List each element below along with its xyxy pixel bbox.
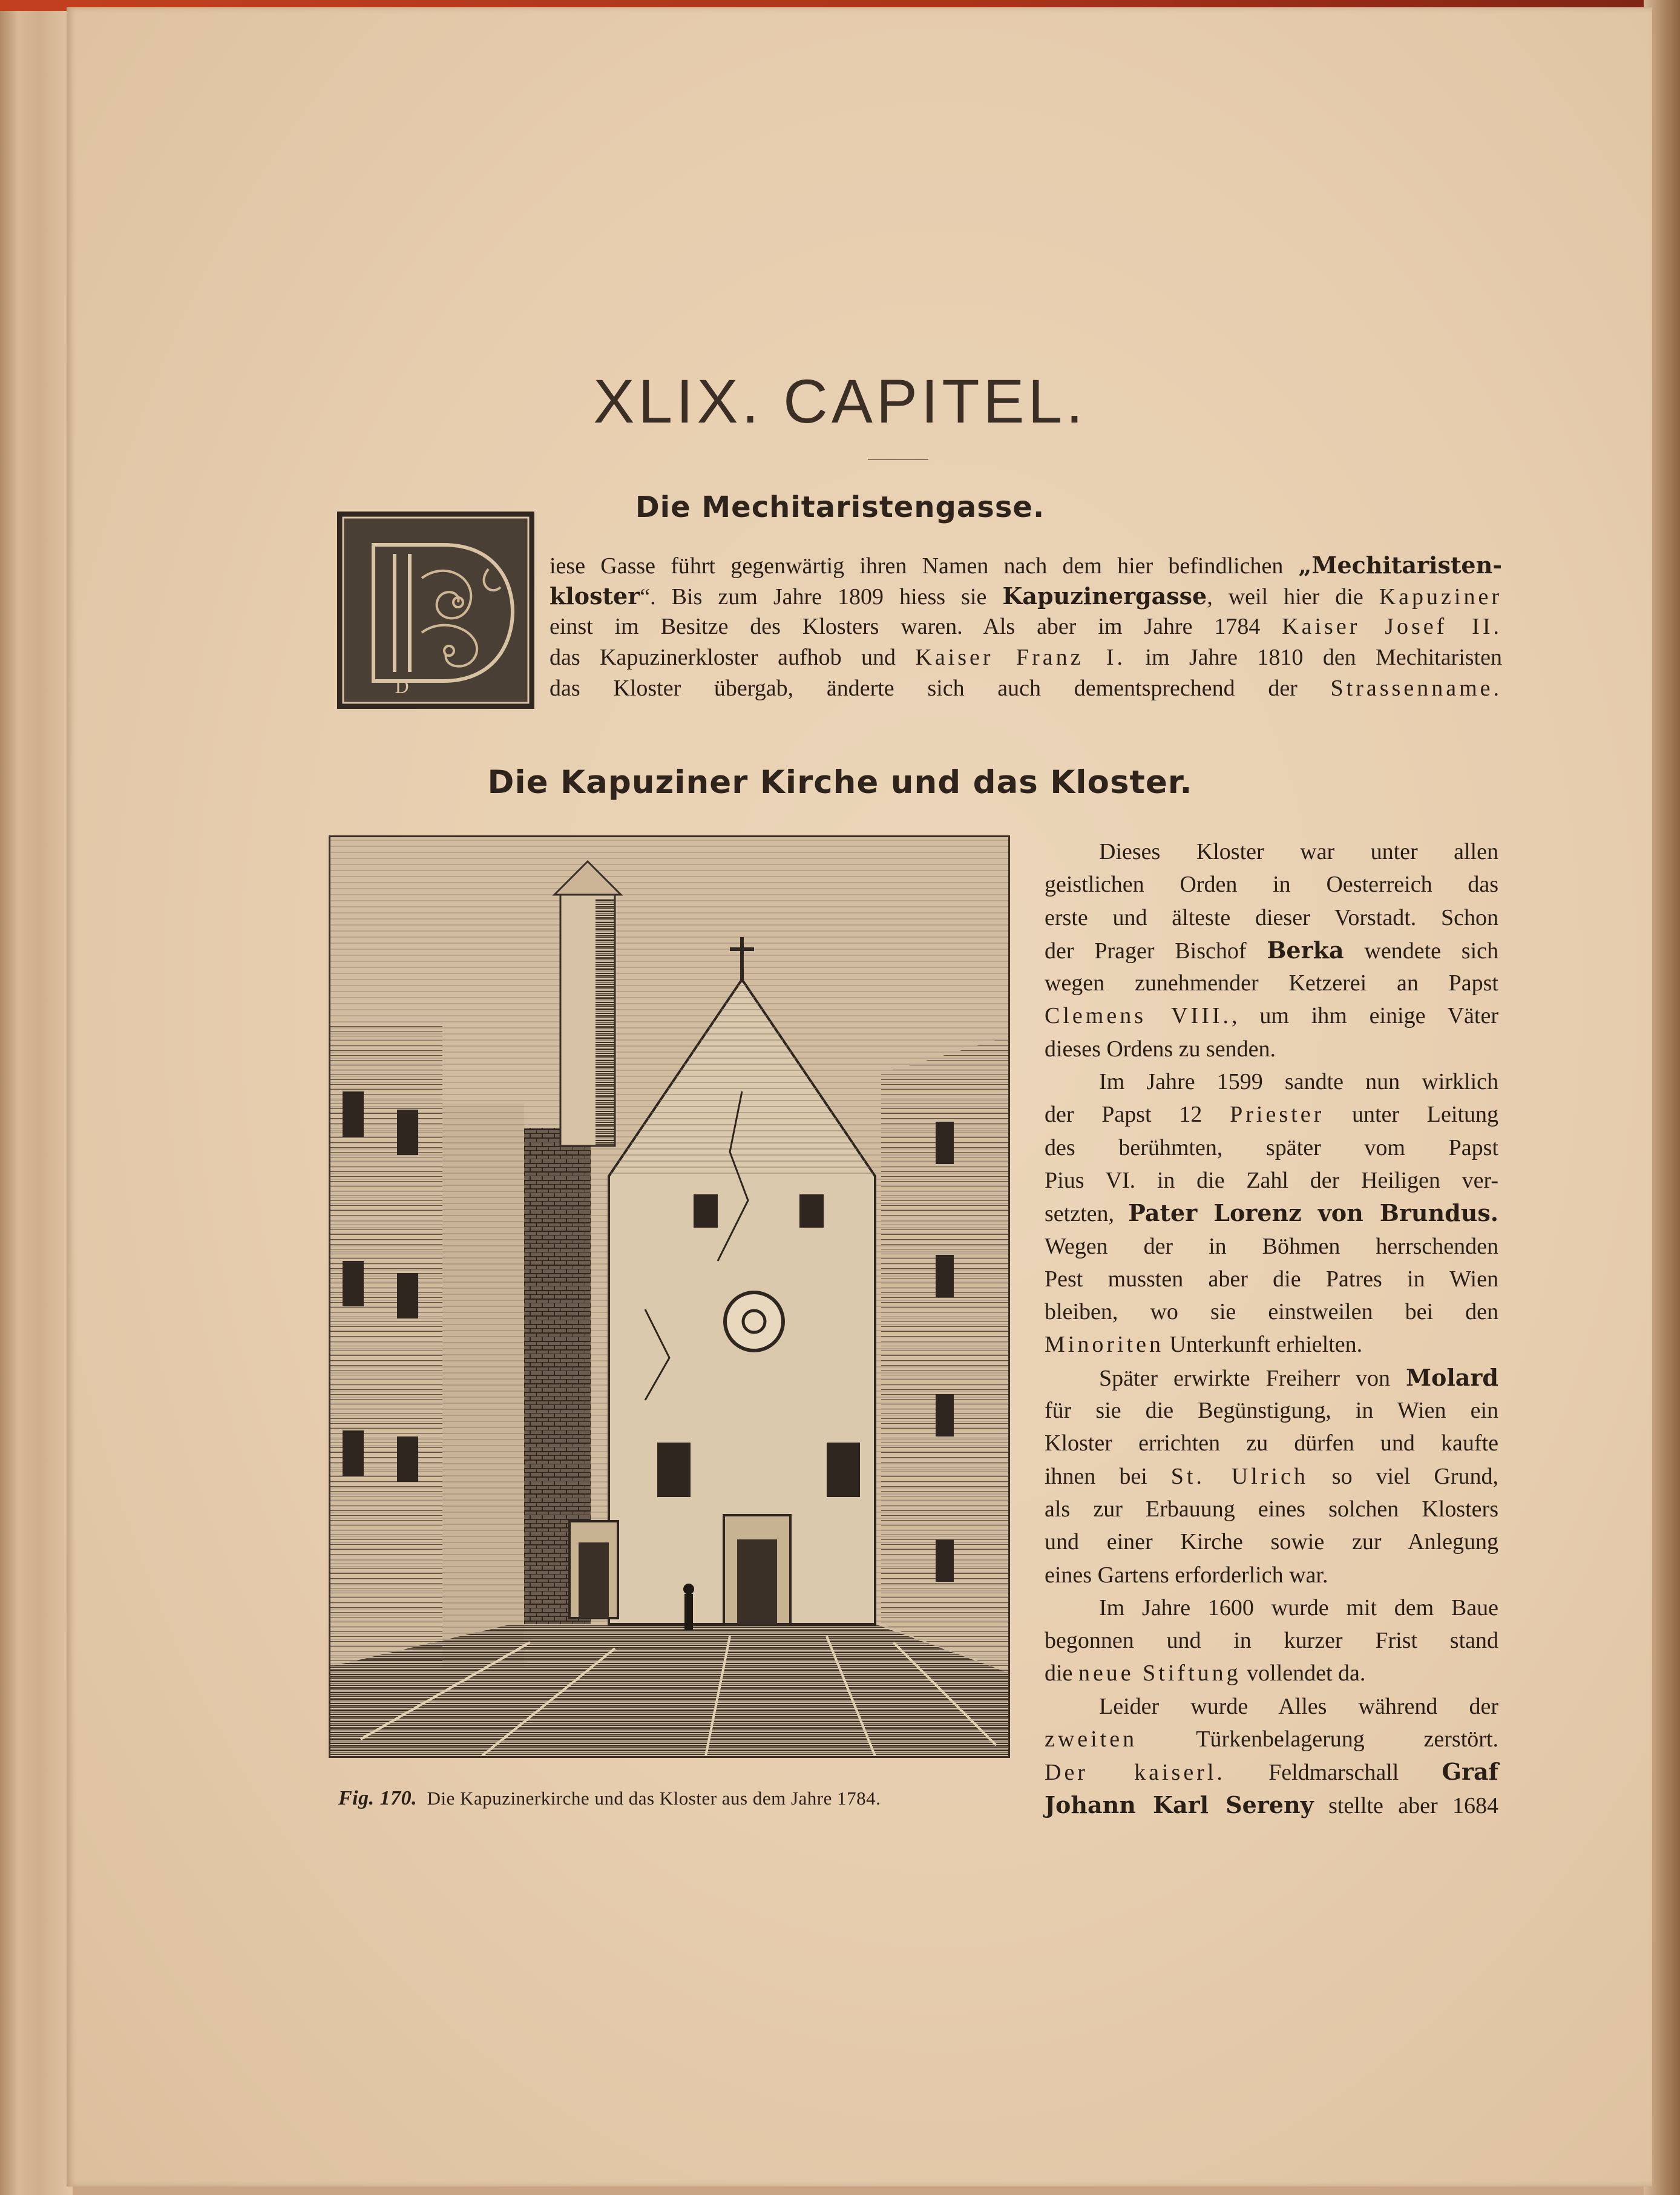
body-line: Im Jahre 1599 sandte nun wirklich (1099, 1069, 1498, 1095)
body-line: der Papst 12 Priester unter Leitung (1045, 1102, 1498, 1128)
intro-line: das Kapuzinerkloster aufhob und Kaiser Franz I. im Jahre 1810 den Mechitaristen (550, 645, 1502, 670)
body-column (1045, 835, 1498, 1821)
body-line: der Prager Bischof Berka wendete sich (1045, 936, 1498, 964)
intro-line: das Kloster übergab, änderte sich auch dementsprechend der Strassenname. (550, 676, 1502, 701)
body-line: Im Jahre 1600 wurde mit dem Baue (1099, 1594, 1498, 1621)
body-line: eines Gartens erforderlich war. (1045, 1562, 1328, 1588)
body-line: geistlichen Orden in Oesterreich das (1045, 872, 1498, 898)
body-line: wegen zunehmender Ketzerei an Papst (1045, 970, 1498, 996)
body-line: des berühmten, später vom Papst (1045, 1134, 1498, 1160)
decorated-initial-d-icon (337, 512, 534, 709)
body-line: bleiben, wo sie einstweilen bei den (1045, 1299, 1498, 1325)
body-line: Clemens VIII., um ihm einige Väter (1045, 1003, 1498, 1029)
body-line: Minoriten Unterkunft erhielten. (1045, 1332, 1363, 1358)
figure-caption-text: Die Kapuzinerkirche und das Kloster aus dem Jahre 1784. (427, 1788, 881, 1809)
initial-letter: D (394, 677, 410, 698)
section-heading-kapuziner-kirche: Die Kapuziner Kirche und das Kloster. (487, 764, 1193, 801)
intro-paragraph (550, 550, 1502, 704)
body-line: als zur Erbauung eines solchen Klosters (1045, 1496, 1498, 1522)
intro-line: kloster“. Bis zum Jahre 1809 hiess sie Kapuzinergasse, weil hier die Kapuziner (550, 582, 1502, 610)
body-line: Der kaiserl. Feldmarschall Graf (1045, 1758, 1498, 1786)
body-line: Leider wurde Alles während der (1099, 1693, 1498, 1719)
body-line: und einer Kirche sowie zur Anlegung (1045, 1529, 1498, 1555)
body-line: setzten, Pater Lorenz von Brundus. (1045, 1199, 1498, 1227)
page-edge-left (0, 0, 73, 2195)
body-line: Später erwirkte Freiherr von Molard (1099, 1363, 1498, 1391)
body-line: erste und älteste dieser Vorstadt. Schon (1045, 904, 1498, 930)
chapter-title: XLIX. CAPITEL. (593, 367, 1087, 436)
intro-line: iese Gasse führt gegenwärtig ihren Namen nach dem hier befindlichen „Mechitaristen- (550, 551, 1502, 579)
body-line: Kloster errichten zu dürfen und kaufte (1045, 1430, 1498, 1456)
body-line: Wegen der in Böhmen herrschenden (1045, 1233, 1498, 1259)
body-line: für sie die Begünstigung, in Wien ein (1045, 1398, 1498, 1424)
body-line: begonnen und in kurzer Frist stand (1045, 1628, 1498, 1654)
intro-line: einst im Besitze des Klosters waren. Als aber im Jahre 1784 Kaiser Josef II. (550, 614, 1502, 639)
church-illustration-icon (330, 837, 1008, 1756)
body-line: Johann Karl Sereny stellte aber 1684 (1045, 1791, 1499, 1818)
figure-label: Fig. 170. (338, 1787, 418, 1809)
body-line: Pius VI. in die Zahl der Heiligen ver- (1045, 1167, 1498, 1193)
body-line: Pest mussten aber die Patres in Wien (1045, 1266, 1498, 1292)
figure-caption (338, 1787, 1004, 1810)
figure-engraving (329, 835, 1010, 1758)
section-heading-mechitaristengasse: Die Mechitaristengasse. (635, 490, 1045, 524)
body-line: dieses Ordens zu senden. (1045, 1036, 1276, 1062)
body-line: ihnen bei St. Ulrich so viel Grund, (1045, 1463, 1498, 1489)
body-line: die neue Stiftung vollendet da. (1045, 1660, 1366, 1687)
body-line: Dieses Kloster war unter allen (1099, 839, 1498, 864)
body-line: zweiten Türkenbelagerung zerstört. (1045, 1726, 1498, 1752)
title-divider (868, 459, 928, 460)
